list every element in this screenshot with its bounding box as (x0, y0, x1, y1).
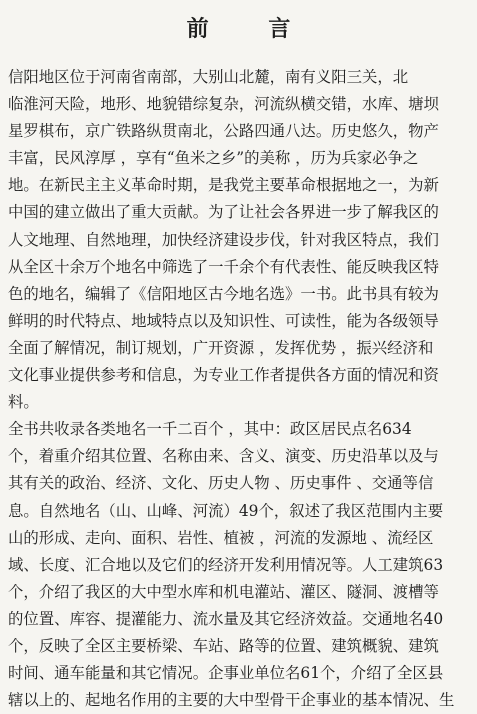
text-line: 山的形成、走向、面积、岩性、植被 ，河流的发源地 、流经区 (8, 528, 434, 547)
text-line: 个，反映了全区主要桥梁、车站、路等的位置、建筑概貌、建筑 (8, 636, 439, 655)
text-line: 中国的建立做出了重大贡献。为了让社会各界进一步了解我区的 (8, 203, 439, 222)
text-line: 个，着重介绍其位置、名称由来、含义、演变、历史沿革以及与 (8, 447, 439, 466)
paragraph (8, 416, 470, 714)
text-line: 料。 (8, 393, 39, 412)
document-body (8, 64, 470, 714)
page-title: 前 言 (186, 16, 317, 42)
text-line: 其有关的政治、经济、文化、历史人物 、历史事件 、交通等信 (8, 474, 434, 493)
paragraph (8, 64, 470, 416)
text-line: 时间、通车能量和其它情况。企事业单位名61个，介绍了全区县 (8, 664, 444, 683)
text-line: 全面了解情况，制订规划，广开资源 ，发挥优势 ，振兴经济和 (8, 338, 434, 357)
text-line: 鲜明的时代特点、地域特点以及知识性、可读性，能为各级领导 (8, 311, 439, 330)
text-line: 个，介绍了我区的大中型水库和机电灌站、灌区、隧洞、渡槽等 (8, 582, 439, 601)
text-line: 色的地名，编辑了《信阳地区古今地名选》一书。此书具有较为 (8, 284, 439, 303)
text-line: 辖以上的、起地名作用的主要的大中型骨干企事业的基本情况、生 (8, 691, 455, 710)
text-line: 地。在新民主主义革命时期，是我党主要革命根据地之一，为新 (8, 176, 439, 195)
text-line: 全书共收录各类地名一千二百个 ，其中：政区居民点名634 (8, 420, 412, 439)
text-line: 从全区十余万个地名中筛选了一千余个有代表性、能反映我区特 (8, 257, 439, 276)
text-line: 丰富，民风淳厚 ，享有“鱼米之乡”的美称 ，历为兵家必争之 (8, 149, 419, 168)
text-line: 人文地理、自然地理，加快经济建设步伐，针对我区特点，我们 (8, 230, 439, 249)
text-line: 域、长度、汇合地以及它们的经济开发利用情况等。人工建筑63 (8, 555, 444, 574)
text-line: 文化事业提供参考和信息，为专业工作者提供各方面的情况和资 (8, 366, 439, 385)
text-line: 的位置、库容、提灌能力、流水量及其它经济效益。交通地名40 (8, 609, 444, 628)
text-line: 星罗棋布，京广铁路纵贯南北，公路四通八达。历史悠久，物产 (8, 122, 439, 141)
text-line: 临淮河天险，地形、地貌错综复杂，河流纵横交错，水库、塘坝 (8, 95, 439, 114)
text-line: 息。自然地名（山、山峰、河流）49个，叙述了我区范围内主要 (8, 501, 444, 520)
text-line: 信阳地区位于河南省南部，大别山北麓，南有义阳三关，北 (8, 68, 409, 86)
